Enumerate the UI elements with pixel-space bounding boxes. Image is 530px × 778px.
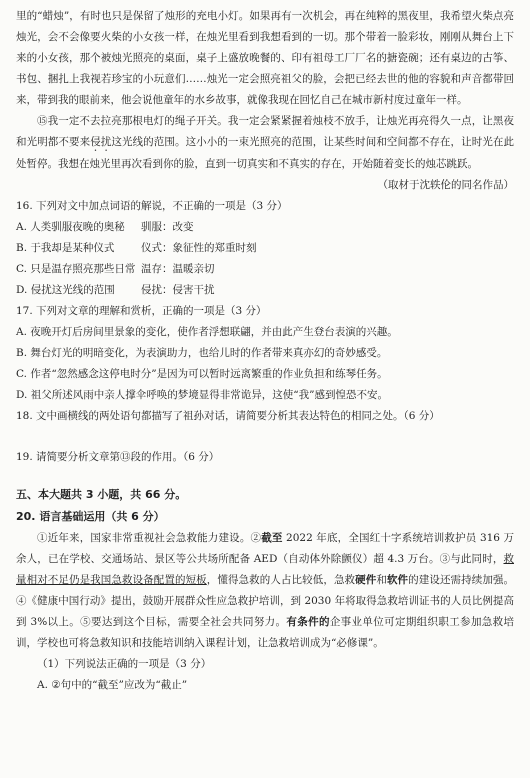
underlined-sentence: 救量相对不足仍是我国急救设备配置的短板 (16, 553, 514, 586)
q17-stem: 17. 下列对文章的理解和赏析，正确的一项是（3 分） (16, 305, 267, 317)
passage-paragraph-15: ⑮我一定不去拉亮那根电灯的绳子开关。我一定会紧紧握着烛枝不放手，让烛光再亮得久一点，让黑夜和光明都不要来侵扰这光线的范围。这小小的一束光照亮的范围，让某些时间和空间都不存在，让时光在此处暂停。我想在烛光里再次看到你的脸，直到一切真实和不真实的存在，开始随着变长的烛芯跳跃。 (16, 115, 515, 170)
q16-option-d: D. 侵扰这光线的范围 侵扰：侵害干扰 (16, 284, 215, 296)
q20-sub1-option-a: A. ②句中的“截至”应改为“截止” (37, 679, 188, 691)
q17-option-a: A. 夜晚开灯后房间里景象的变化，使作者浮想联翩，并由此产生登台表演的兴趣。 (16, 326, 398, 338)
q19-stem: 19. 请简要分析文章第⑬段的作用。（6 分） (16, 451, 220, 463)
q20-sub1-stem: （1）下列说法正确的一项是（3 分） (37, 658, 212, 670)
passage-source: （取材于沈轶伦的同名作品） (377, 179, 514, 191)
passage-paragraph-continued: 里的“蜡烛”，有时也只是保留了烛形的充电小灯。如果再有一次机会，再在纯粹的黑夜里，我希望火柴点亮烛光，会不会像要火柴的小女孩一样，在烛光里看到我想看到的一切。那个带着一脸彩妆，刚刚从舞台上下来的小女孩，那个被烛光照亮的桌面，桌子上盛放晚餐的、印有祖母工厂厂名的搪瓷碗；还有桌边的古筝、书包、捆扎上我视若珍宝的小玩意们……烛光一定会照亮祖父的脸，会把已经去世的他的容貌和声音都带回来，带到我的眼前来，他会说他童年的水乡故事，就像我现在回忆自己在城市新村度过童年一样。 (16, 10, 514, 106)
paragraph-number: ⑮ (37, 115, 48, 127)
q17-option-c: C. 作者“忽然感念这停电时分”是因为可以暂时远离繁重的作业负担和练琴任务。 (16, 368, 388, 380)
dotted-word: 侵扰 (90, 136, 112, 148)
q20-passage: ①近年来，国家非常重视社会急救能力建设。②截至 2022 年底，全国红十字系统培训救护员 316 万余人，已在学校、交通场站、景区等公共场所配备 AED（自动体外除颤仪）超 4.3 万台。③与此同时，救量相对不足仍是我国急救设备配置的短板，懂得急救的人占比较低，急救硬件和软件的建设还需持续加强。④《健康中国行动》提出，鼓励开展群众性应急救护培训，到 2030 年将取得急救培训证书的人员比例提高到 3%以上。⑤要达到这个目标，需要全社会共同努力。有条件的企事业单位可定期组织职工参加急救培训，学校也可将急救知识和技能培训纳入课程计划，让急救培训成为“必修课”。 (16, 532, 515, 649)
q16-option-a: A. 人类驯服夜晚的奥秘 驯服：改变 (16, 221, 194, 233)
answer-space (16, 468, 514, 484)
section-5-heading: 五、本大题共 3 小题，共 66 分。 (16, 488, 187, 501)
q20-title: 20. 语言基础运用（共 6 分） (16, 510, 165, 523)
q17-option-b: B. 舞台灯光的明暗变化，为表演助力，也给儿时的作者带来真亦幻的奇妙感受。 (16, 347, 388, 359)
q16-stem: 16. 下列对文中加点词语的解说，不正确的一项是（3 分） (16, 200, 288, 212)
q17-option-d: D. 祖父所述风雨中亲人撑伞呼唤的梦境显得非常诡异，这使“我”感到惶恐不安。 (16, 389, 388, 401)
q18-stem: 18. 文中画横线的两处语句都描写了祖孙对话，请简要分析其表达特色的相同之处。（6 分） (16, 410, 440, 422)
q16-option-c: C. 只是温存照亮那些日常 温存：温暖亲切 (16, 263, 215, 275)
q16-option-b: B. 于我却是某种仪式 仪式：象征性的郑重时刻 (16, 242, 257, 254)
answer-space (16, 427, 514, 447)
